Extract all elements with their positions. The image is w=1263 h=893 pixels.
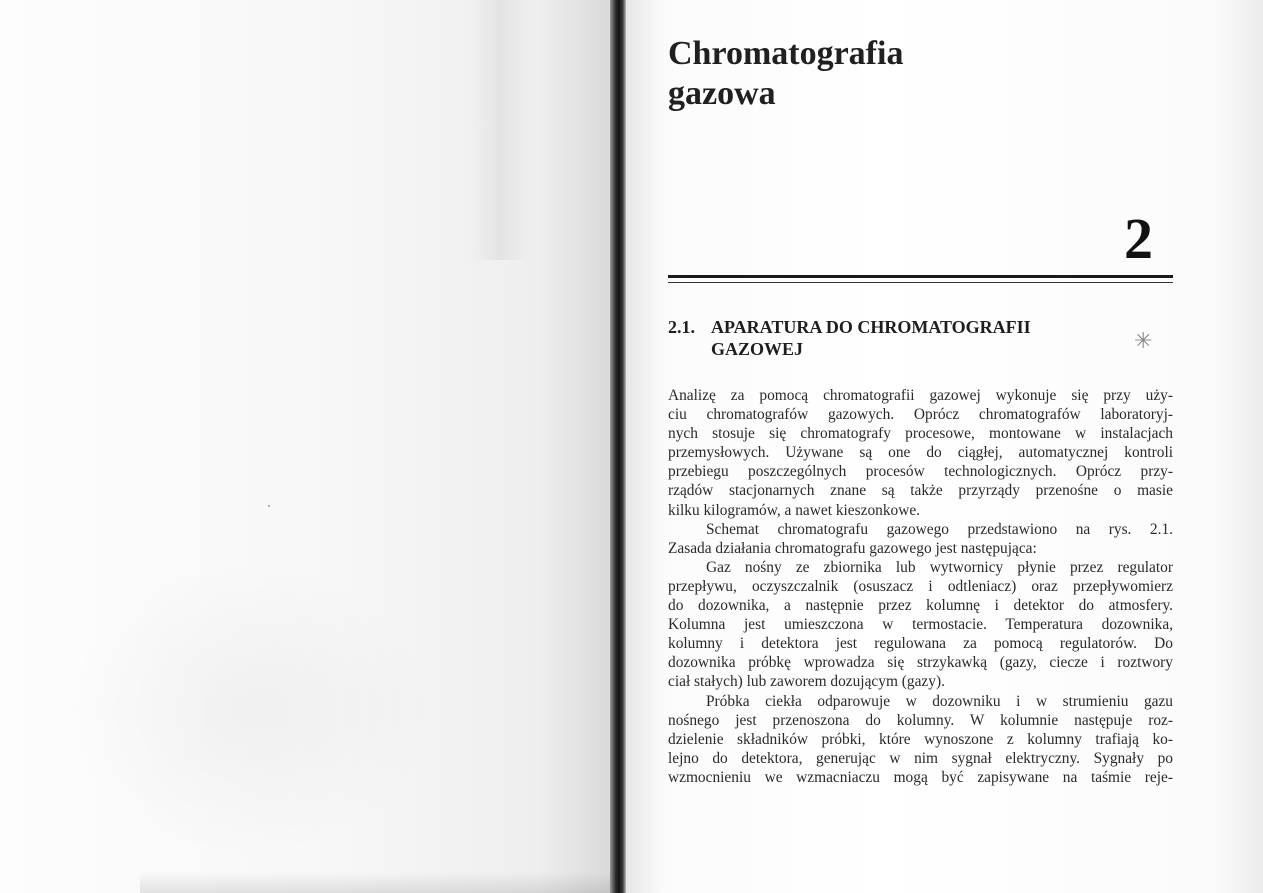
body-line: nych stosuje się chromatografy procesowe, montowane w instalacjach [668, 425, 1173, 443]
bleed-through-shadow [470, 0, 530, 260]
body-line: wzmocnieniu we wzmacniaczu mogą być zapisywane na taśmie reje- [668, 768, 1173, 786]
page-edge-shade [1215, 0, 1263, 893]
body-line: dzielenie składników próbki, które wynoszone z kolumny trafiają ko- [668, 730, 1173, 748]
body-line: Próbka ciekła odparowuje w dozowniku i w strumieniu gazu [706, 692, 1173, 710]
section-title [711, 316, 1148, 360]
body-text [668, 386, 1173, 787]
section-title-line-1: APARATURA DO CHROMATOGRAFII [711, 317, 1031, 337]
page-edge-shadow [140, 872, 610, 893]
page-smudge [60, 560, 440, 860]
body-line: ciał stałych) lub zaworem dozującym (gazy). [668, 673, 945, 691]
body-line: Kolumna jest umieszczona w termostacie. Temperatura dozownika, [668, 616, 1173, 634]
body-line: przepływu, oczyszczalnik (osuszacz i odtleniacz) oraz przepływomierz [668, 577, 1173, 595]
body-line: kilku kilogramów, a nawet kieszonkowe. [668, 501, 921, 519]
section-heading [668, 316, 1148, 360]
dust-speck [268, 505, 270, 507]
body-line: przebiegu poszczególnych procesów technologicznych. Oprócz przy- [668, 463, 1173, 481]
body-line: Schemat chromatografu gazowego przedstawiono na rys. 2.1. [706, 520, 1173, 538]
book-spine [610, 0, 626, 893]
left-page-blank [0, 0, 612, 893]
body-line: kolumny i detektora jest regulowana za pomocą regulatorów. Do [668, 635, 1173, 653]
body-line: Gaz nośny ze zbiornika lub wytwornicy płynie przez regulator [706, 558, 1173, 576]
chapter-title-line-1: Chromatografia [668, 35, 904, 72]
chapter-rule-thin [668, 282, 1173, 283]
chapter-title [668, 34, 903, 114]
body-line: do dozownika, a następnie przez kolumnę i detektor do atmosfery. [668, 597, 1173, 615]
body-line: nośnego jest przenoszona do kolumny. W kolumnie następuje roz- [668, 711, 1173, 729]
chapter-number: 2 [1124, 206, 1153, 271]
chapter-title-line-2: gazowa [668, 75, 776, 112]
section-number: 2.1. [668, 317, 695, 337]
body-line: Analizę za pomocą chromatografii gazowej wykonuje się przy uży- [668, 387, 1173, 404]
handwritten-asterisk-mark: ✳ [1134, 328, 1153, 353]
body-line: rządów stacjonarnych znane są także przyrządy przenośne o masie [668, 482, 1173, 500]
body-line: Zasada działania chromatografu gazowego jest następująca: [668, 539, 1037, 557]
body-line: przemysłowych. Używane są one do ciągłej, automatycznej kontroli [668, 444, 1173, 462]
body-line: dozownika próbkę wprowadza się strzykawką (gazy, ciecze i roztwory [668, 654, 1173, 672]
body-line: ciu chromatografów gazowych. Oprócz chromatografów laboratoryj- [668, 406, 1173, 424]
chapter-rule-thick [668, 275, 1173, 278]
body-line: lejno do detektora, generując w nim sygnał elektryczny. Sygnały po [668, 749, 1173, 767]
section-title-line-2: GAZOWEJ [711, 339, 804, 359]
